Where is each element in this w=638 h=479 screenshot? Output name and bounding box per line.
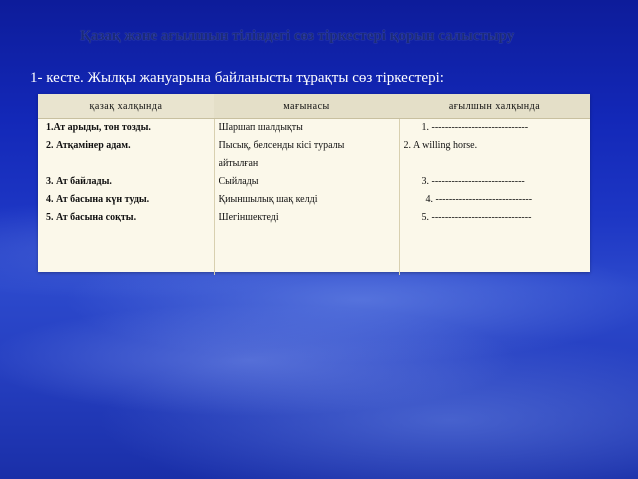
english-equivalent-blank	[404, 155, 591, 173]
meaning-2: Пысық, белсенды кісі туралы	[218, 140, 345, 151]
comparison-table	[38, 94, 590, 275]
kazakh-phrase-1: 1.Ат арыды, тон тозды.	[46, 122, 151, 133]
kazakh-phrase-5: 5. Ат басына соқты.	[46, 212, 137, 223]
header-meaning: мағынасы	[214, 94, 399, 119]
meaning-3: Сыйлады	[218, 176, 259, 187]
kazakh-phrase-3: 3. Ат байлады.	[46, 176, 112, 187]
header-english: ағылшын халқында	[399, 94, 590, 119]
comparison-table-panel	[38, 94, 590, 272]
english-column	[399, 119, 590, 276]
header-kazakh: қазақ халқында	[38, 94, 214, 119]
english-equivalent-1: 1. -----------------------------	[421, 122, 529, 133]
english-equivalent-2: 2. A willing horse.	[403, 140, 478, 151]
table-caption: 1- кесте. Жылқы жануарына байланысты тұрақты сөз тіркестері:	[30, 70, 444, 86]
kazakh-phrase-blank	[46, 155, 214, 173]
meaning-column	[214, 119, 399, 276]
slide-title: Қазақ және ағылшын тіліндегі сөз тіркестері қорын салыстыру	[80, 28, 515, 44]
kazakh-phrase-4: 4. Ат басына күн туды.	[46, 194, 150, 205]
meaning-4: Қиыншылық шақ келді	[218, 194, 318, 205]
meaning-1: Шаршап шалдықты	[218, 122, 303, 133]
meaning-2-continued: айтылған	[218, 158, 259, 169]
english-equivalent-3: 3. ----------------------------	[421, 176, 525, 187]
meaning-5: Шегіншектеді	[218, 212, 279, 223]
table-body-row	[38, 119, 590, 276]
table-header-row	[38, 94, 590, 119]
english-equivalent-5: 5. ------------------------------	[421, 212, 532, 223]
english-equivalent-4: 4. -----------------------------	[425, 194, 533, 205]
kazakh-column	[38, 119, 214, 276]
kazakh-phrase-2: 2. Атқамінер адам.	[46, 140, 131, 151]
